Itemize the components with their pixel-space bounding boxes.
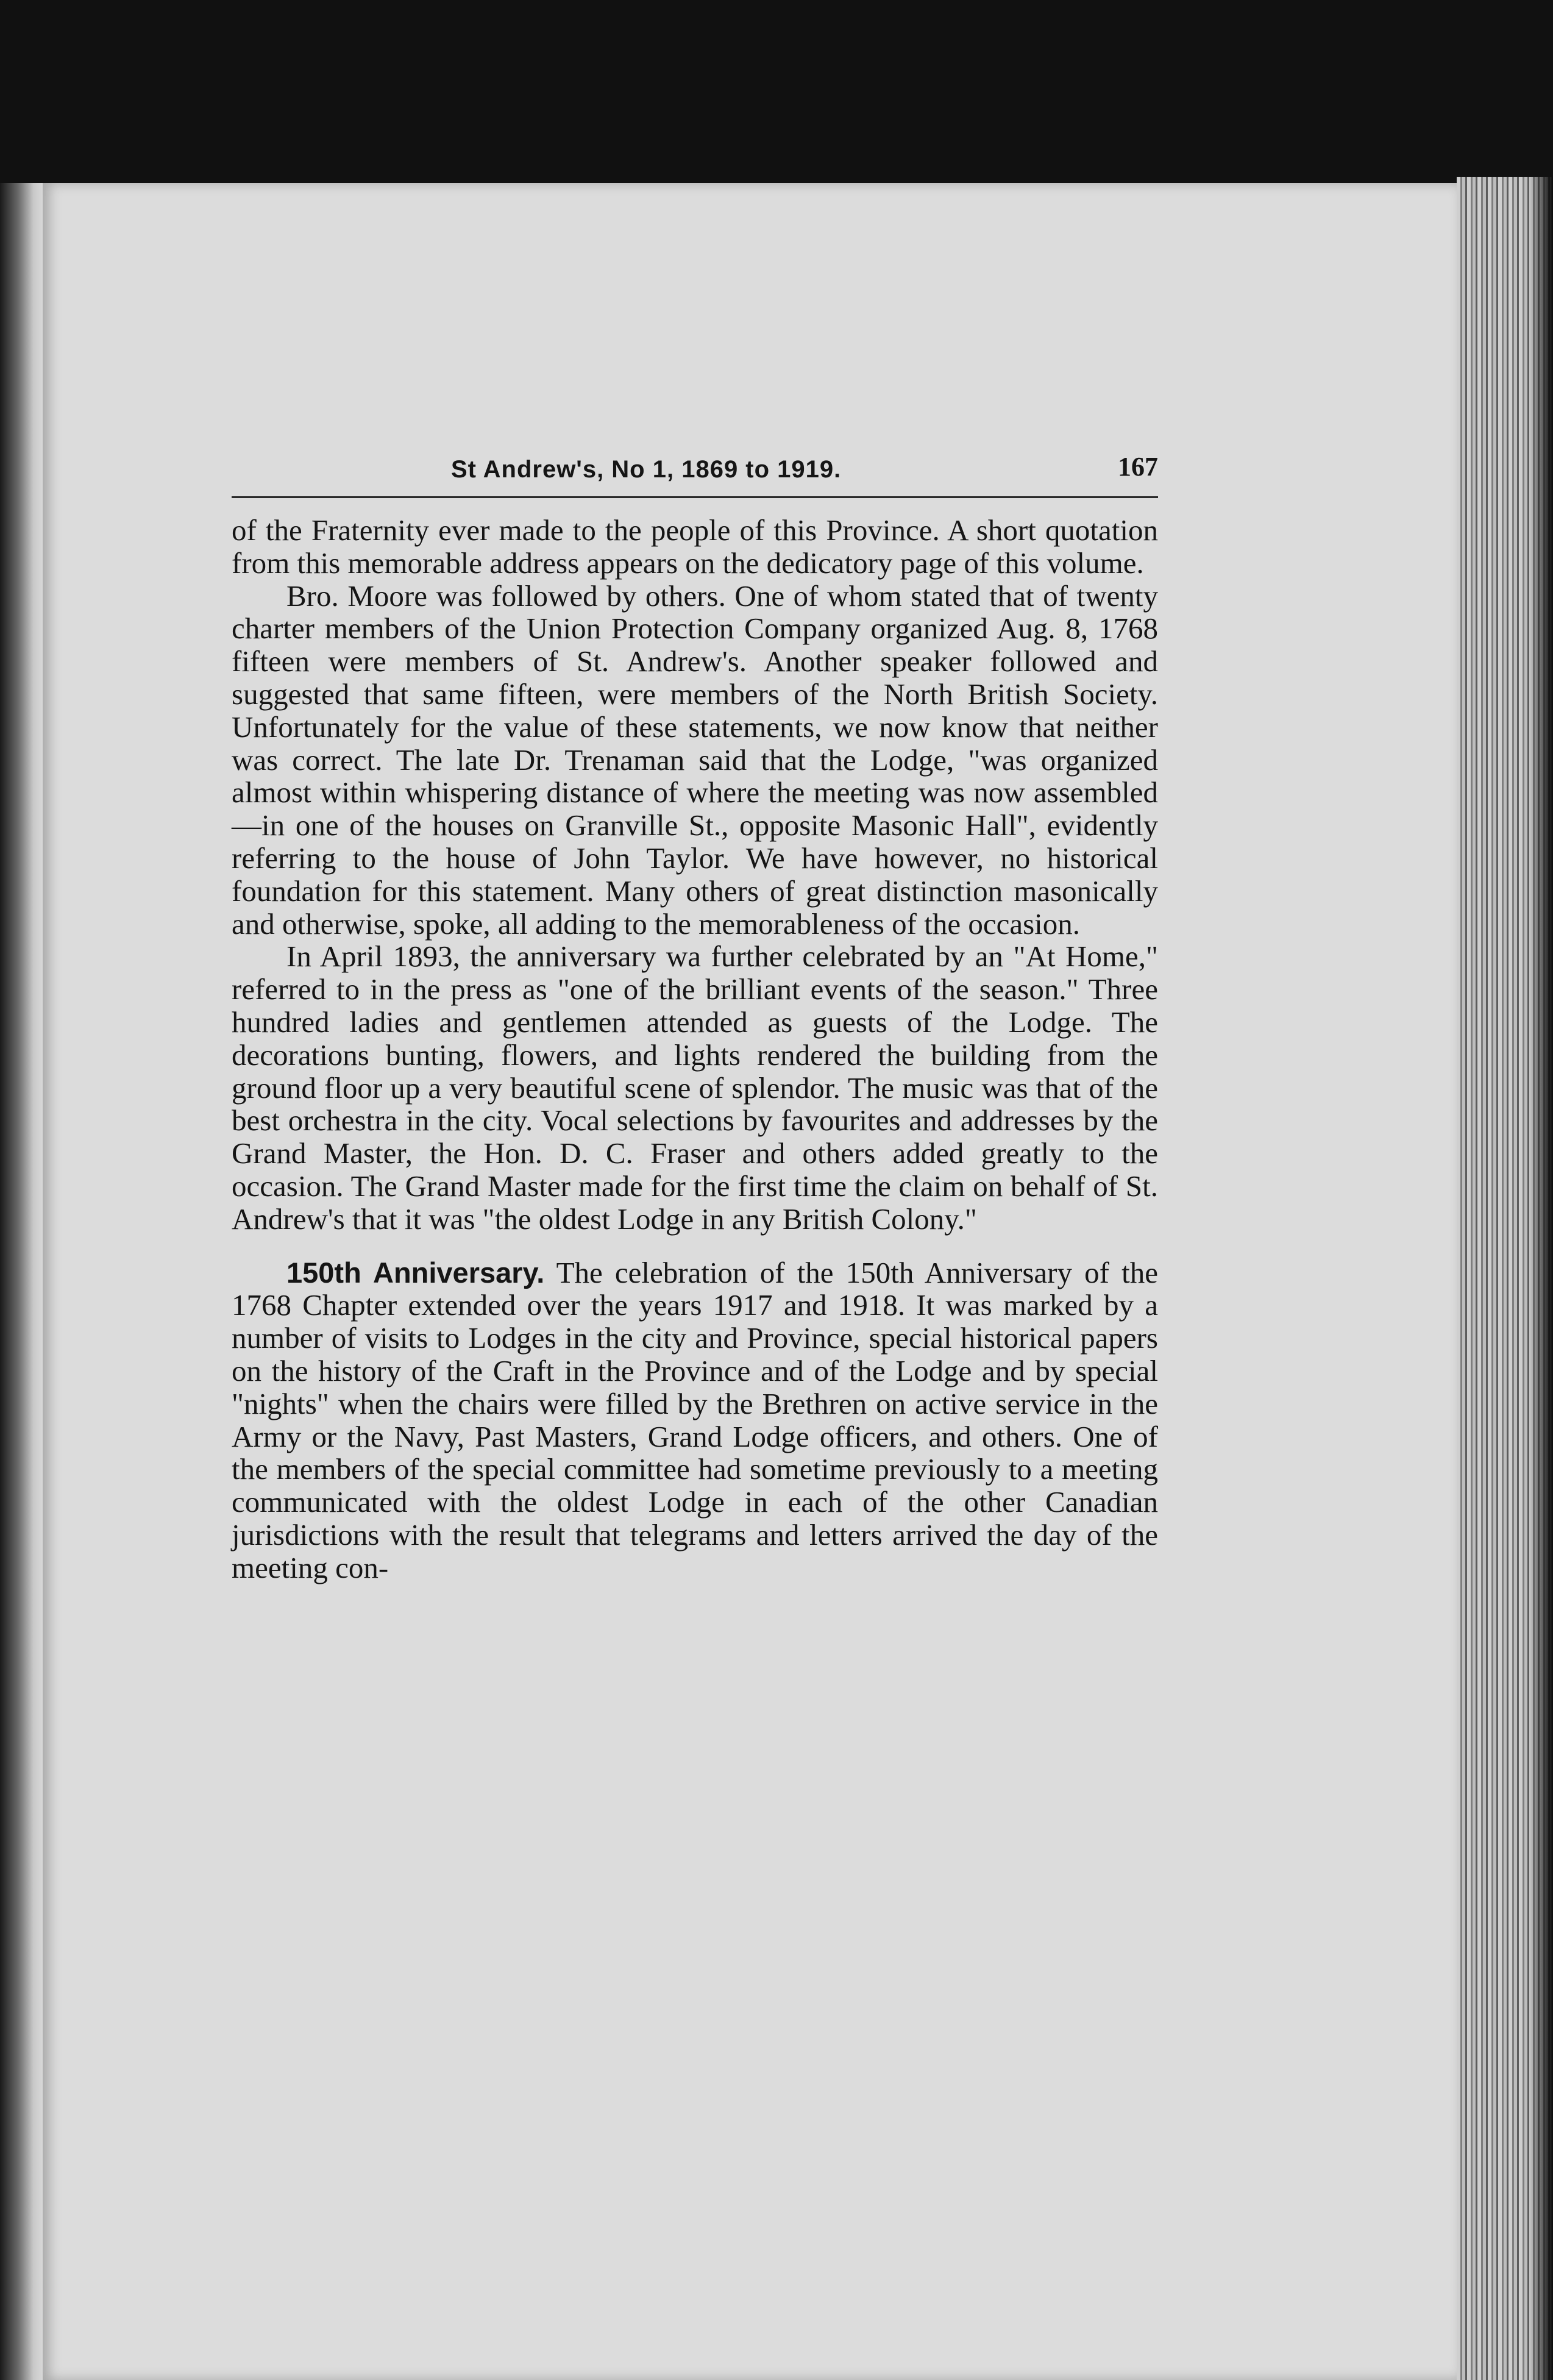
section-heading: 150th Anniversary.	[286, 1256, 545, 1289]
page-number: 167	[1118, 452, 1158, 482]
paragraph-1: of the Fraternity ever made to the people of this Province. A short quotation from this memorable address appears on the dedicatory page of this volume.	[232, 513, 1158, 580]
running-header	[232, 451, 1158, 490]
paragraph-2: Bro. Moore was followed by others. One of whom stated that of twenty charter members of the Union Protection Company organized Aug. 8, 1768 fifteen were members of St. Andrew's. Another speaker followed and suggested that same fifteen, were members of the North British Society. Unfortunately for the value of these statements, we now know that neither was correct. The late Dr. Trenaman said that the Lodge, "was organized almost within whispering distance of where the meeting was now assembled—in one of the houses on Granville St., opposite Masonic Hall", evidently referring to the house of John Taylor. We have however, no historical foundation for this statement. Many others of great distinction masonically and otherwise, spoke, all adding to the memorableness of the occasion.	[232, 579, 1158, 941]
header-rule	[232, 496, 1158, 498]
page-content	[232, 451, 1158, 1584]
paragraph-3: In April 1893, the anniversary wa further celebrated by an "At Home," referred to in the press as "one of the brilliant events of the season." Three hundred ladies and gentlemen attended as guests of the Lodge. The decorations bunting, flowers, and lights rendered the building from the ground floor up a very beautiful scene of splendor. The music was that of the best orchestra in the city. Vocal selections by favourites and addresses by the Grand Master, the Hon. D. C. Fraser and others added greatly to the occasion. The Grand Master made for the first time the claim on behalf of St. Andrew's that it was "the oldest Lodge in any British Colony."	[232, 939, 1158, 1236]
paragraph-4	[232, 1256, 1158, 1584]
page-stack-edges	[1457, 177, 1553, 2380]
paragraph-4-text: The celebration of the 150th Anniversary of the 1768 Chapter extended over the years 1917 and 1918. It was marked by a number of visits to Lodges in the city and Province, special historical papers on the history of the Craft in the Province and of the Lodge and by special "nights" when the chairs were filled by the Brethren on active service in the Army or the Navy, Past Masters, Grand Lodge officers, and others. One of the members of the special committee had sometime previously to a meeting communicated with the oldest Lodge in each of the other Canadian jurisdictions with the result that telegrams and letters arrived the day of the meeting con-	[232, 1255, 1158, 1584]
running-title: St Andrew's, No 1, 1869 to 1919.	[451, 456, 842, 483]
scan-background	[0, 0, 1553, 183]
facing-page-edge	[0, 183, 43, 2380]
